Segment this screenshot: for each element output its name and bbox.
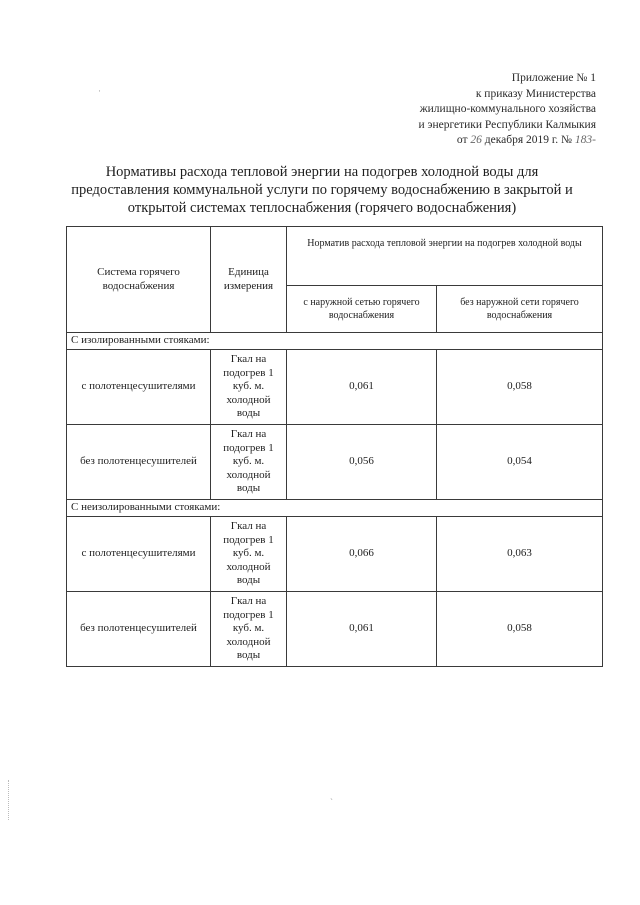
section-label-insulated: С изолированными стояками: xyxy=(67,333,603,350)
title-line-3: открытой системах теплоснабжения (горячего водоснабжения) xyxy=(127,200,517,216)
annex-line-2: к приказу Министерства xyxy=(475,87,596,100)
row-system-type: с полотенцесушителями xyxy=(67,517,211,592)
header-with-network: с наружной сетью горячего водоснабжения xyxy=(287,286,437,333)
scan-edge-mark xyxy=(8,780,9,820)
row-system-type: без полотенцесушителей xyxy=(67,592,211,667)
header-norm: Норматив расхода тепловой энергии на подогрев холодной воды xyxy=(287,227,603,286)
row-value-with-network: 0,066 xyxy=(287,517,437,592)
header-unit: Единица измерения xyxy=(211,227,287,333)
scan-speck: · xyxy=(98,86,101,96)
annex-line-1: Приложение № 1 xyxy=(511,72,596,84)
section-row xyxy=(67,333,603,350)
title-line-1: Нормативы расхода тепловой энергии на подогрев холодной воды для xyxy=(105,164,539,180)
section-row xyxy=(67,500,603,517)
norms-table xyxy=(66,226,603,667)
row-unit: Гкал на подогрев 1 куб. м. холодной воды xyxy=(211,425,287,500)
row-system-type: с полотенцесушителями xyxy=(67,350,211,425)
section-label-uninsulated: С неизолированными стояками: xyxy=(67,500,603,517)
row-value-without-network: 0,058 xyxy=(437,592,603,667)
row-system-type: без полотенцесушителей xyxy=(67,425,211,500)
annex-block xyxy=(418,71,596,149)
row-unit: Гкал на подогрев 1 куб. м. холодной воды xyxy=(211,517,287,592)
row-value-with-network: 0,061 xyxy=(287,350,437,425)
annex-date-rest: декабря 2019 г. № xyxy=(484,134,573,146)
table-row xyxy=(67,517,603,592)
row-value-without-network: 0,054 xyxy=(437,425,603,500)
row-value-with-network: 0,061 xyxy=(287,592,437,667)
table-row xyxy=(67,350,603,425)
row-unit: Гкал на подогрев 1 куб. м. холодной воды xyxy=(211,350,287,425)
title-line-2: предоставления коммунальной услуги по горячему водоснабжению в закрытой и xyxy=(71,182,573,198)
annex-date-prefix: от xyxy=(456,134,468,146)
row-value-with-network: 0,056 xyxy=(287,425,437,500)
annex-line-3: жилищно-коммунального хозяйства xyxy=(419,103,596,115)
header-system: Система горячего водоснабжения xyxy=(67,227,211,333)
header-without-network: без наружной сети горячего водоснабжения xyxy=(437,286,603,333)
row-unit: Гкал на подогрев 1 куб. м. холодной воды xyxy=(211,592,287,667)
annex-order-number: 183- xyxy=(574,134,596,146)
table-row xyxy=(67,592,603,667)
annex-date-line xyxy=(418,133,596,149)
document-title xyxy=(44,163,600,217)
row-value-without-network: 0,063 xyxy=(437,517,603,592)
annex-date-day: 26 xyxy=(470,134,482,146)
annex-line-4: и энергетики Республики Калмыкия xyxy=(418,118,596,131)
header-row xyxy=(67,227,603,286)
table-row xyxy=(67,425,603,500)
row-value-without-network: 0,058 xyxy=(437,350,603,425)
scan-speck: ˏ xyxy=(330,790,333,800)
